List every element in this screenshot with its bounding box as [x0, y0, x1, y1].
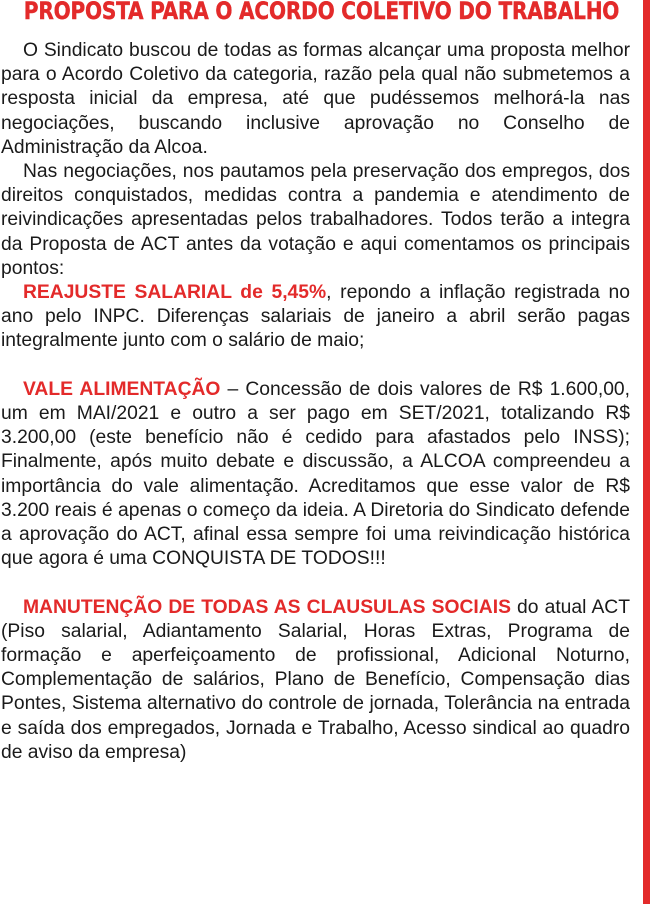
meal-voucher-text: – Concessão de dois valores de R$ 1.600,00, um em MAI/2021 e outro a ser pago em SET/2021, totalizando R$ 3.200,00 (este benefício não é cedido para afastados pelo INSS); Finalmente, após muito debate e discussão, a ALCOA compreendeu a importância do vale alimentação. Acreditamos que esse valor de R$ 3.200 reais é apenas o começo da ideia. A Diretoria do Sindicato defende a aprovação do ACT, afinal essa sempre foi uma reivindicação histórica que agora é uma CONQUISTA DE TODOS!!! [1, 378, 630, 570]
social-clauses-paragraph [1, 596, 630, 765]
intro-paragraph: O Sindicato buscou de todas as formas alcançar uma proposta melhor para o Acordo Coletivo da categoria, razão pela qual não submetemos a resposta inicial da empresa, até que pudéssemos melhorá-la nas negociações, buscando inclusive aprovação no Conselho de Administração da Alcoa. [1, 40, 630, 158]
article-body [1, 39, 630, 765]
meal-voucher-highlight: VALE ALIMENTAÇÃO [23, 378, 221, 400]
salary-adjustment-paragraph [1, 281, 630, 354]
social-clauses-text: do atual ACT (Piso salarial, Adiantamento Salarial, Horas Extras, Programa de formação e aperfeiçoamento de profissional, Adicional Noturno, Complementação de salários, Plano de Benefício, Compensação dias Pontes, Sistema alternativo do controle de jornada, Tolerância na entrada e saída dos empregados, Jornada e Trabalho, Acesso sindical ao quadro de aviso da empresa) [1, 596, 631, 763]
salary-adjustment-highlight: REAJUSTE SALARIAL de 5,45% [23, 282, 327, 304]
meal-voucher-paragraph [1, 378, 630, 572]
negotiations-paragraph: Nas negociações, nos pautamos pela preservação dos empregos, dos direitos conquistados, medidas contra a pandemia e atendimento de reivindicações apresentadas pelos trabalhadores. Todos terão a integra da Proposta de ACT antes da votação e aqui comentamos os principais pontos: [1, 161, 630, 279]
page-title: PROPOSTA PARA O ACORDO COLETIVO DO TRABALHO [23, 0, 620, 25]
salary-adjustment-text: , repondo a inflação registrada no ano pelo INPC. Diferenças salariais de janeiro a abril serão pagas integralmente junto com o salário de maio; [1, 282, 630, 352]
social-clauses-highlight: MANUTENÇÃO DE TODAS AS CLAUSULAS SOCIAIS [23, 596, 511, 618]
right-edge-rule [643, 0, 650, 904]
